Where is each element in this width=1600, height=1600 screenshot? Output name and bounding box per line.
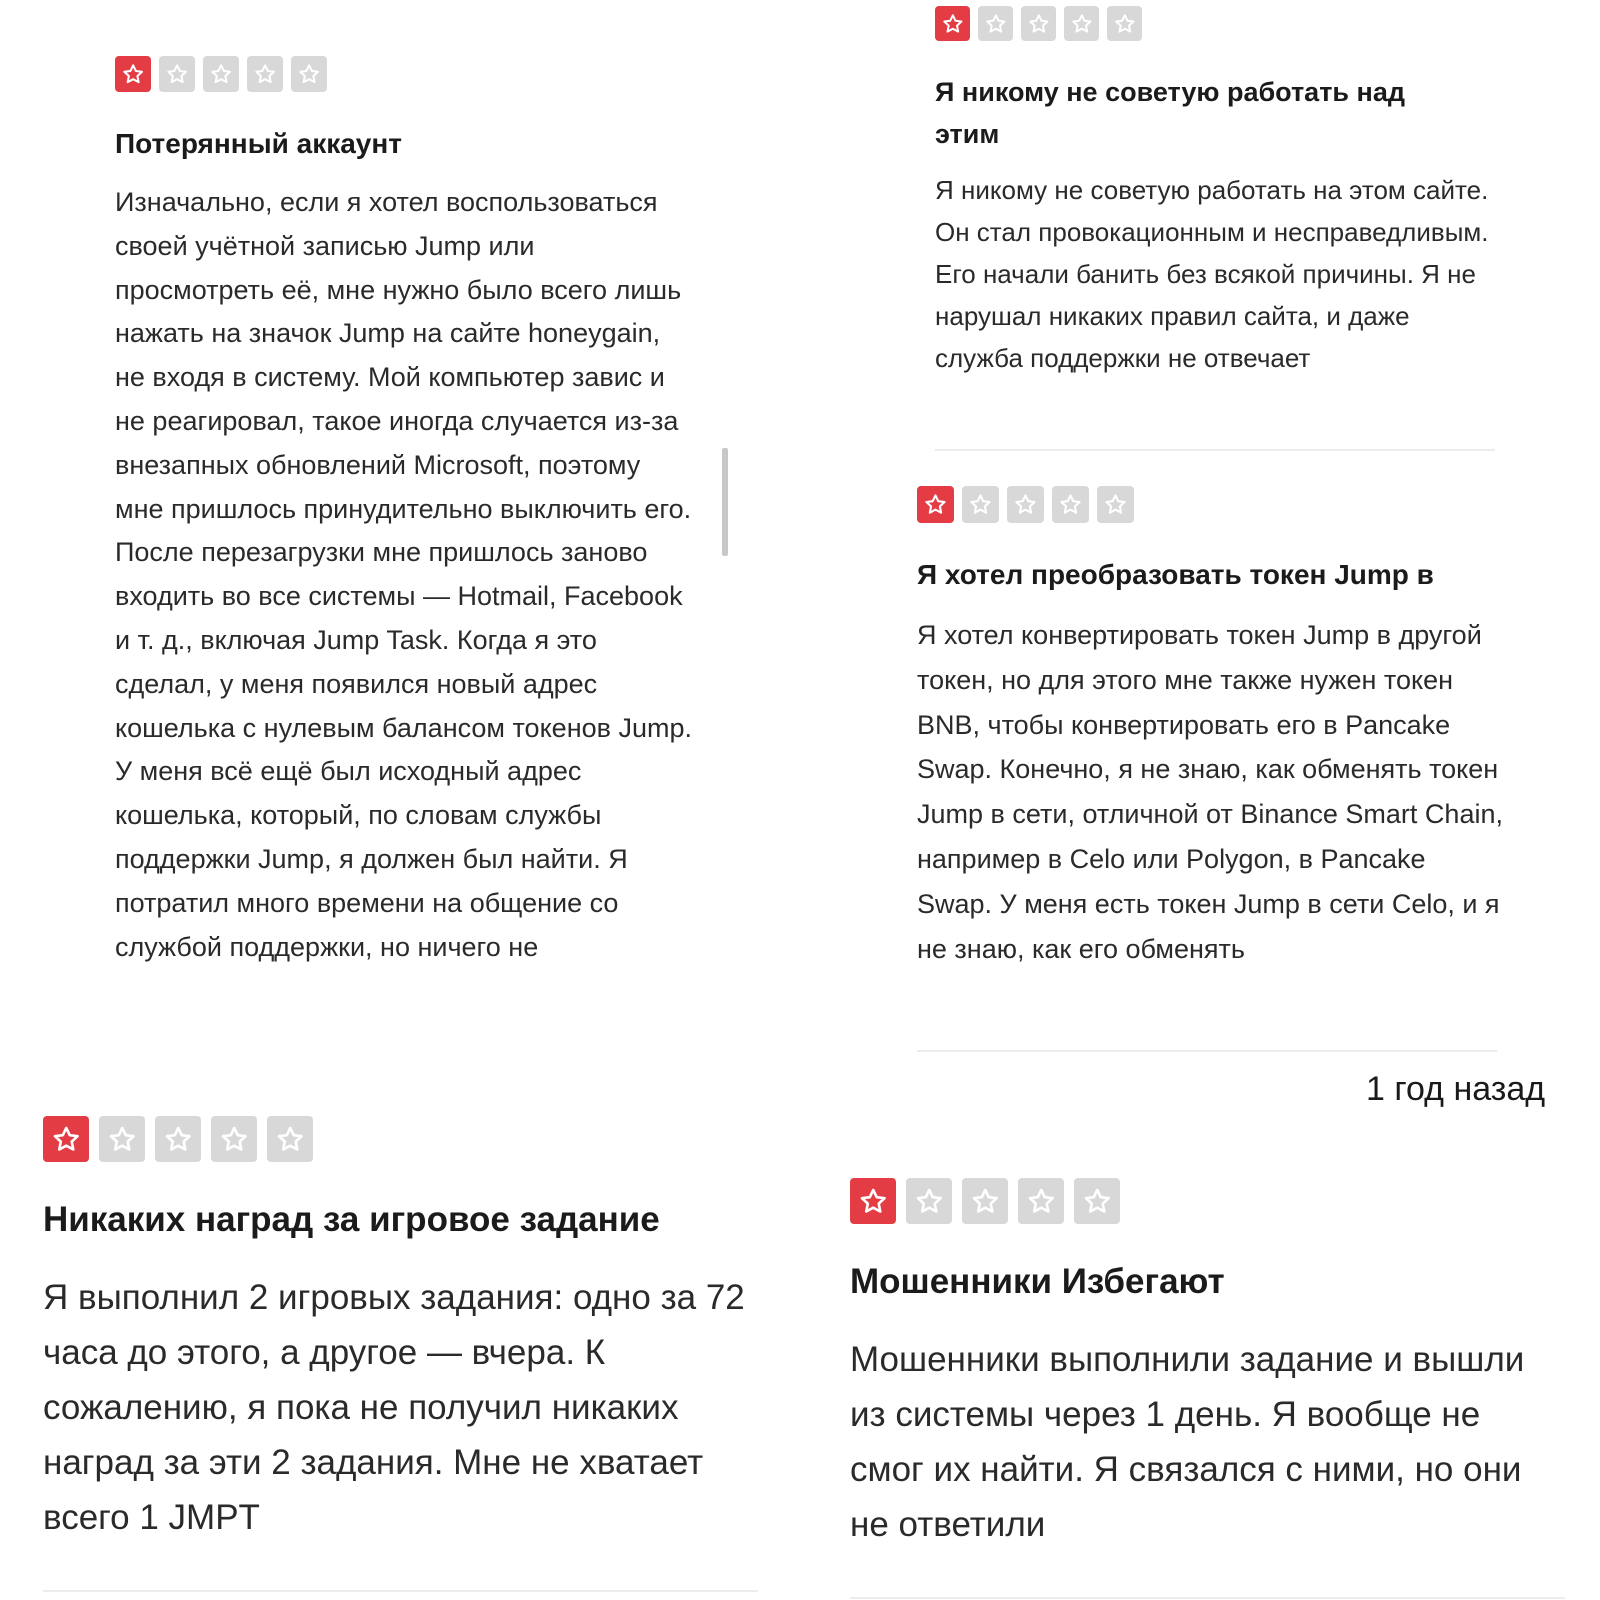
star-icon <box>962 486 999 523</box>
review-title: Я хотел преобразовать токен Jump в <box>917 559 1434 590</box>
review-body: Изначально, если я хотел воспользоваться своей учётной записью Jump или просмотреть её, мне нужно было всего лишь нажать на значок Jump на сайте honeygain, не входя в систему. Мой компьютер завис и не реагировал, такое иногда случается из-за внезапных обновлений Microsoft, поэтому мне пришлось принудительно выключить его. После перезагрузки мне пришлось заново входить во все системы — Hotmail, Facebook и т. д., включая Jump Task. Когда я это сделал, у меня появился новый адрес кошелька с нулевым балансом токенов Jump. У меня всё ещё был исходный адрес кошелька, который, по словам службы поддержки Jump, я должен был найти. Я потратил много времени на общение со службой поддержки, но ничего не <box>115 187 692 962</box>
review-divider <box>850 1597 1565 1599</box>
star-icon <box>291 56 327 92</box>
star-icon <box>43 1116 89 1162</box>
review-title: Потерянный аккаунт <box>115 128 402 159</box>
review-body: Я никому не советую работать на этом сайте. Он стал провокационным и несправедливым. Его начали банить без всякой причины. Я не нарушал никаких правил сайта, и даже служба поддержки не отвечает <box>935 175 1489 373</box>
star-icon <box>115 56 151 92</box>
review-body: Мошенники выполнили задание и вышли из системы через 1 день. Я вообще не смог их найти. Я связался с ними, но они не ответили <box>850 1340 1525 1544</box>
star-rating <box>850 1178 1550 1224</box>
star-rating <box>917 486 1507 523</box>
star-icon <box>1097 486 1134 523</box>
star-icon <box>935 6 970 41</box>
review-divider <box>43 1590 758 1592</box>
star-icon <box>962 1178 1008 1224</box>
star-rating <box>43 1116 763 1162</box>
star-icon <box>917 486 954 523</box>
star-icon <box>267 1116 313 1162</box>
star-icon <box>850 1178 896 1224</box>
star-icon <box>1107 6 1142 41</box>
star-icon <box>159 56 195 92</box>
review-body-clip <box>115 181 695 1061</box>
star-icon <box>1064 6 1099 41</box>
star-icon <box>1052 486 1089 523</box>
review-divider <box>935 449 1495 451</box>
star-icon <box>978 6 1013 41</box>
star-icon <box>1074 1178 1120 1224</box>
star-icon <box>155 1116 201 1162</box>
star-icon <box>211 1116 257 1162</box>
review-title: Мошенники Избегают <box>850 1262 1225 1301</box>
review-title: Никаких наград за игровое задание <box>43 1200 660 1239</box>
scrollbar-thumb[interactable] <box>722 448 728 556</box>
review-date: 1 год назад <box>1366 1070 1546 1108</box>
star-icon <box>1021 6 1056 41</box>
star-rating <box>935 6 1505 41</box>
star-icon <box>1018 1178 1064 1224</box>
star-icon <box>906 1178 952 1224</box>
star-rating <box>115 56 695 92</box>
star-icon <box>247 56 283 92</box>
review-card-scammers <box>850 1178 1550 1552</box>
review-card-dont-recommend <box>935 6 1505 379</box>
review-card-convert-token <box>917 486 1507 971</box>
star-icon <box>203 56 239 92</box>
review-title: Я никому не советую работать над этим <box>935 77 1405 149</box>
star-icon <box>1007 486 1044 523</box>
star-icon <box>99 1116 145 1162</box>
review-card-no-rewards <box>43 1116 763 1545</box>
review-divider <box>917 1050 1497 1052</box>
review-body: Я хотел конвертировать токен Jump в другой токен, но для этого мне также нужен токен BNB, чтобы конвертировать его в Pancake Swap. Конечно, я не знаю, как обменять токен Jump в сети, отличной от Binance Smart Chain, например в Celo или Polygon, в Pancake Swap. У меня есть токен Jump в сети Celo, и я не знаю, как его обменять <box>917 620 1503 964</box>
review-body: Я выполнил 2 игровых задания: одно за 72 часа до этого, а другое — вчера. К сожалению, я пока не получил никаких наград за эти 2 задания. Мне не хватает всего 1 JMPT <box>43 1278 745 1537</box>
review-card-lost-account <box>115 56 695 962</box>
